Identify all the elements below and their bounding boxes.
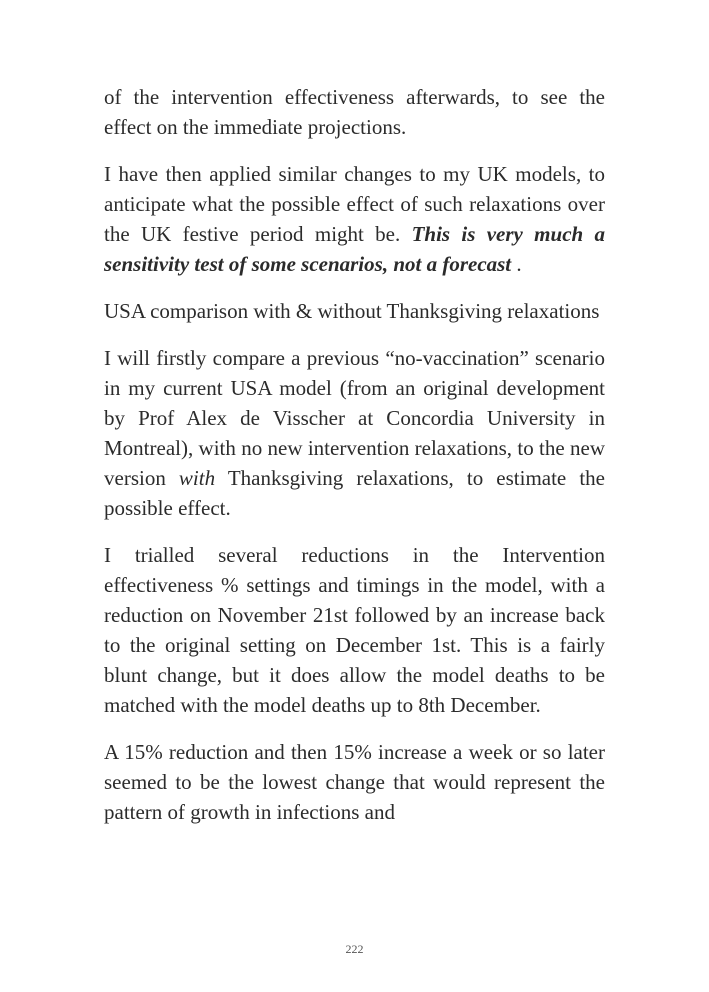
body-text xyxy=(104,82,605,844)
paragraph-trialled-reductions: I trialled several reductions in the Intervention effectiveness % settings and timings in the model, with a reduction on November 21st followed by an increase back to the original setting on December 1st. This is a fairly blunt change, but it does allow the model deaths to be matched with the model deaths up to 8th December. xyxy=(104,543,605,717)
with-emphasis: with xyxy=(178,466,216,490)
section-heading-usa-comparison: USA comparison with & without Thanksgiving relaxations xyxy=(104,299,600,323)
page-number: 222 xyxy=(345,942,364,956)
paragraph-continuation: of the intervention effectiveness afterwards, to see the effect on the immediate projections. xyxy=(104,85,605,139)
paragraph-usa-model-end: Thanksgiving relaxations, to estimate the possible effect. xyxy=(104,466,605,520)
paragraph-usa-model-text: I will firstly compare a previous “no-vaccination” scenario in my current USA model (from an original development by Prof Alex de Visscher at Concordia University in Montreal), with no new intervention relaxations, to the new version xyxy=(104,346,605,490)
sensitivity-test-emphasis: This is very much a sensitivity test of some scenarios, not a forecast xyxy=(104,222,606,276)
paragraph-uk-models xyxy=(104,159,605,279)
paragraph-usa-model xyxy=(104,343,605,523)
paragraph-uk-models-text: I have then applied similar changes to my UK models, to anticipate what the possible effect of such relaxations over the UK festive period might be. xyxy=(104,162,605,246)
paragraph-fifteen-percent: A 15% reduction and then 15% increase a week or so later seemed to be the lowest change that would represent the pattern of growth in infections and xyxy=(104,740,605,824)
paragraph-uk-models-end: . xyxy=(511,252,522,276)
